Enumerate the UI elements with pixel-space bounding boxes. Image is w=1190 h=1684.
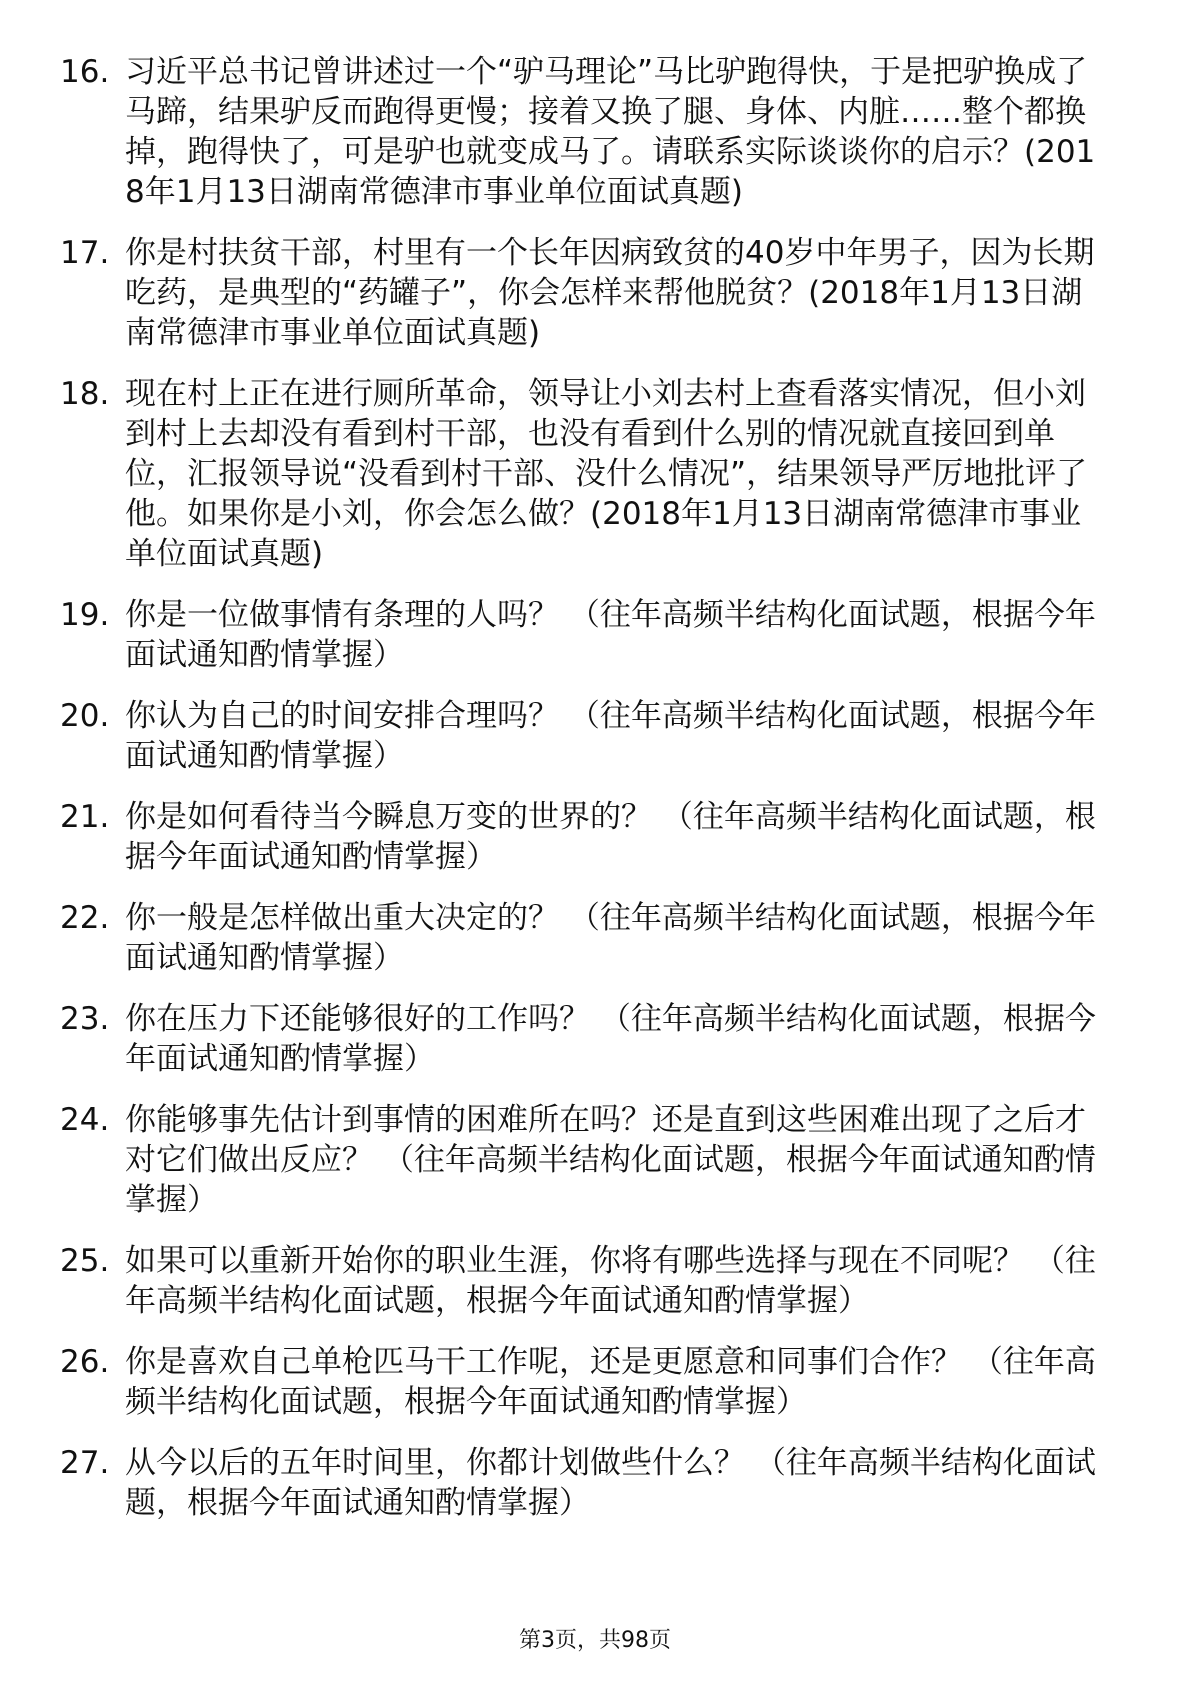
question-item (60, 1241, 1110, 1321)
question-number: 16. (60, 54, 110, 90)
question-number: 17. (60, 235, 110, 271)
question-text: 你是如何看待当今瞬息万变的世界的？ （往年高频半结构化面试题，根据今年面试通知酌情掌握） (125, 799, 1096, 875)
question-text: 从今以后的五年时间里，你都计划做些什么？ （往年高频半结构化面试题，根据今年面试通知酌情掌握） (125, 1445, 1096, 1521)
question-item (60, 1342, 1110, 1422)
question-text: 你认为自己的时间安排合理吗？ （往年高频半结构化面试题，根据今年面试通知酌情掌握） (125, 698, 1096, 774)
question-item (60, 233, 1110, 353)
question-list (60, 52, 1110, 1544)
question-number: 22. (60, 900, 110, 936)
question-item (60, 797, 1110, 877)
question-item (60, 999, 1110, 1079)
question-item (60, 1443, 1110, 1523)
question-number: 24. (60, 1102, 110, 1138)
question-item (60, 898, 1110, 978)
question-number: 19. (60, 597, 110, 633)
question-text: 如果可以重新开始你的职业生涯，你将有哪些选择与现在不同呢？ （往年高频半结构化面试题，根据今年面试通知酌情掌握） (125, 1243, 1096, 1319)
question-number: 18. (60, 376, 110, 412)
question-text: 你是喜欢自己单枪匹马干工作呢，还是更愿意和同事们合作？ （往年高频半结构化面试题，根据今年面试通知酌情掌握） (125, 1344, 1096, 1420)
question-number: 26. (60, 1344, 110, 1380)
question-number: 25. (60, 1243, 110, 1279)
question-item (60, 374, 1110, 574)
question-text: 你是一位做事情有条理的人吗？ （往年高频半结构化面试题，根据今年面试通知酌情掌握） (125, 597, 1096, 673)
question-number: 23. (60, 1001, 110, 1037)
question-number: 21. (60, 799, 110, 835)
question-text: 你能够事先估计到事情的困难所在吗？还是直到这些困难出现了之后才对它们做出反应？ （往年高频半结构化面试题，根据今年面试通知酌情掌握） (125, 1102, 1096, 1218)
question-text: 你一般是怎样做出重大决定的？ （往年高频半结构化面试题，根据今年面试通知酌情掌握） (125, 900, 1096, 976)
page-footer: 第3页，共98页 (519, 1628, 671, 1653)
question-text: 现在村上正在进行厕所革命，领导让小刘去村上查看落实情况，但小刘到村上去却没有看到村干部，也没有看到什么别的情况就直接回到单位，汇报领导说“没看到村干部、没什么情况”，结果领导严厉地批评了他。如果你是小刘，你会怎么做？(2018年1月13日湖南常德津市事业单位面试真题) (125, 376, 1088, 572)
question-text: 你是村扶贫干部，村里有一个长年因病致贫的40岁中年男子，因为长期吃药，是典型的“药罐子”，你会怎样来帮他脱贫？(2018年1月13日湖南常德津市事业单位面试真题) (125, 235, 1095, 351)
question-number: 20. (60, 698, 110, 734)
question-text: 习近平总书记曾讲述过一个“驴马理论”马比驴跑得快，于是把驴换成了马蹄，结果驴反而跑得更慢；接着又换了腿、身体、内脏……整个都换掉，跑得快了，可是驴也就变成马了。请联系实际谈谈你的启示？(2018年1月13日湖南常德津市事业单位面试真题) (125, 54, 1096, 210)
question-text: 你在压力下还能够很好的工作吗？ （往年高频半结构化面试题，根据今年面试通知酌情掌握） (125, 1001, 1096, 1077)
question-item (60, 696, 1110, 776)
question-item (60, 1100, 1110, 1220)
question-item (60, 52, 1110, 212)
question-item (60, 595, 1110, 675)
question-number: 27. (60, 1445, 110, 1481)
